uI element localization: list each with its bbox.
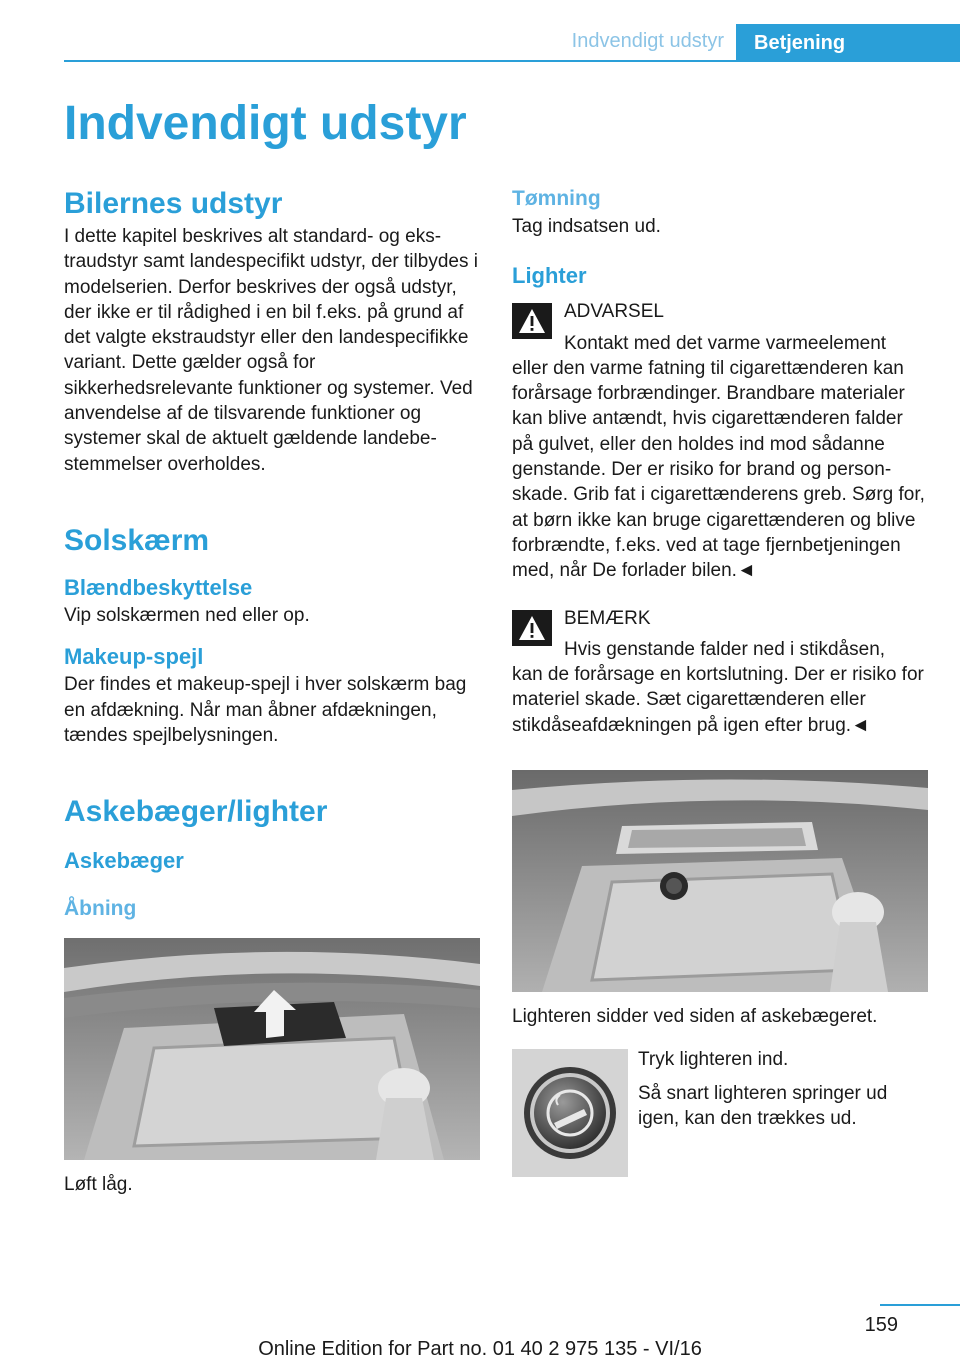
- heading-emptying: Tømning: [512, 187, 601, 210]
- lighter-steps: [638, 1047, 928, 1131]
- heading-car-equipment: Bilernes udstyr: [64, 187, 283, 220]
- warning-box: [512, 299, 928, 583]
- header-rule: [64, 60, 960, 62]
- lift-lid-caption: Løft låg.: [64, 1174, 133, 1196]
- notice-box: [512, 606, 928, 738]
- header-section-tab: Betjening: [736, 24, 960, 62]
- heading-sun-visor: Solskærm: [64, 523, 210, 557]
- car-equipment-text: I dette kapitel beskrives alt standard- og ekstraudstyr samt landespecifikt udstyr, der tilbydes i modelserien. Derfor beskrives der også udstyr, der ikke er til rådighed i en bil f.eks. på grund af det valgte ekstraudstyr eller den landespecifikke variant. Dette gælder også for sikkerhedsrelevante funktioner og systemer. Ved anvendelse af de tilsvarende funktioner og systemer skal de aktuelt gældende landebestemmelser overholdes.: [64, 226, 478, 475]
- notice-warning-icon: [512, 610, 552, 646]
- ashtray-lid-illustration: [64, 938, 480, 1160]
- lighter-location-photo: [512, 770, 928, 992]
- right-column: [512, 182, 928, 1179]
- notice-first-line: Hvis genstande falder ned i stikdåsen,: [564, 638, 886, 660]
- emptying-text: Tag indsatsen ud.: [512, 216, 661, 237]
- notice-label: BEMÆRK: [564, 607, 651, 629]
- lighter-location-caption: Lighteren sidder ved siden af askebægeret.: [512, 1006, 878, 1028]
- footer-rule: [880, 1304, 960, 1306]
- ashtray-lid-photo: [64, 938, 480, 1160]
- header-chapter-label: Indvendigt udstyr: [571, 30, 724, 52]
- heading-ashtray-lighter: Askebæger/lighter: [64, 795, 328, 829]
- warning-text: eller den varme fatning til cigarettænderen kan forårsage forbrændinger. Brandbare materialer kan blive antændt, hvis cigarettænderen falder på gulvet, eller den holdes ind mod sådanne genstande. Der er risiko for brand og personskade. Grib fat i cigarettænderens greb. Sørg for, at børn ikke kan bruge cigarettænderen og blive forbrændte, f.eks. ved at tage fjernbetjeningen med, når De forlader bilen.◄: [512, 357, 925, 582]
- heading-lighter: Lighter: [512, 263, 587, 289]
- heading-glare-protection: Blændbeskyttelse: [64, 574, 253, 600]
- lighter-instructions: [512, 1047, 928, 1179]
- heading-makeup-mirror: Makeup-spejl: [64, 644, 204, 670]
- page-title: Indvendigt udstyr: [64, 97, 467, 150]
- glare-text: Vip solskærmen ned eller op.: [64, 604, 310, 626]
- heading-opening: Åbning: [64, 897, 137, 921]
- edition-footer: Online Edition for Part no. 01 40 2 975 135 - VI/16: [258, 1338, 702, 1360]
- notice-text: kan de forårsage en kortslutning. Der er risiko for materiel skade. Sæt cigarettænderen eller stikdåseafdækningen på igen efter brug.◄: [512, 664, 924, 736]
- lighter-button-icon: [512, 1049, 628, 1177]
- press-lighter-text: Tryk lighteren ind.: [638, 1049, 789, 1071]
- heading-ashtray: Askebæger: [64, 848, 184, 874]
- warning-icon: [512, 303, 552, 339]
- mirror-text: Der findes et makeup-spejl i hver solskærm bag en afdækning. Når man åbner afdækningen, tændes spejlbelysningen.: [64, 674, 467, 746]
- page-number: 159: [864, 1314, 898, 1336]
- warning-label: ADVARSEL: [564, 301, 664, 323]
- left-column: [64, 182, 480, 1197]
- release-lighter-text: Så snart lighteren springer ud igen, kan den trækkes ud.: [638, 1082, 888, 1129]
- lighter-location-illustration: [512, 770, 928, 992]
- warning-first-line: Kontakt med det varme varmeelement: [564, 332, 887, 354]
